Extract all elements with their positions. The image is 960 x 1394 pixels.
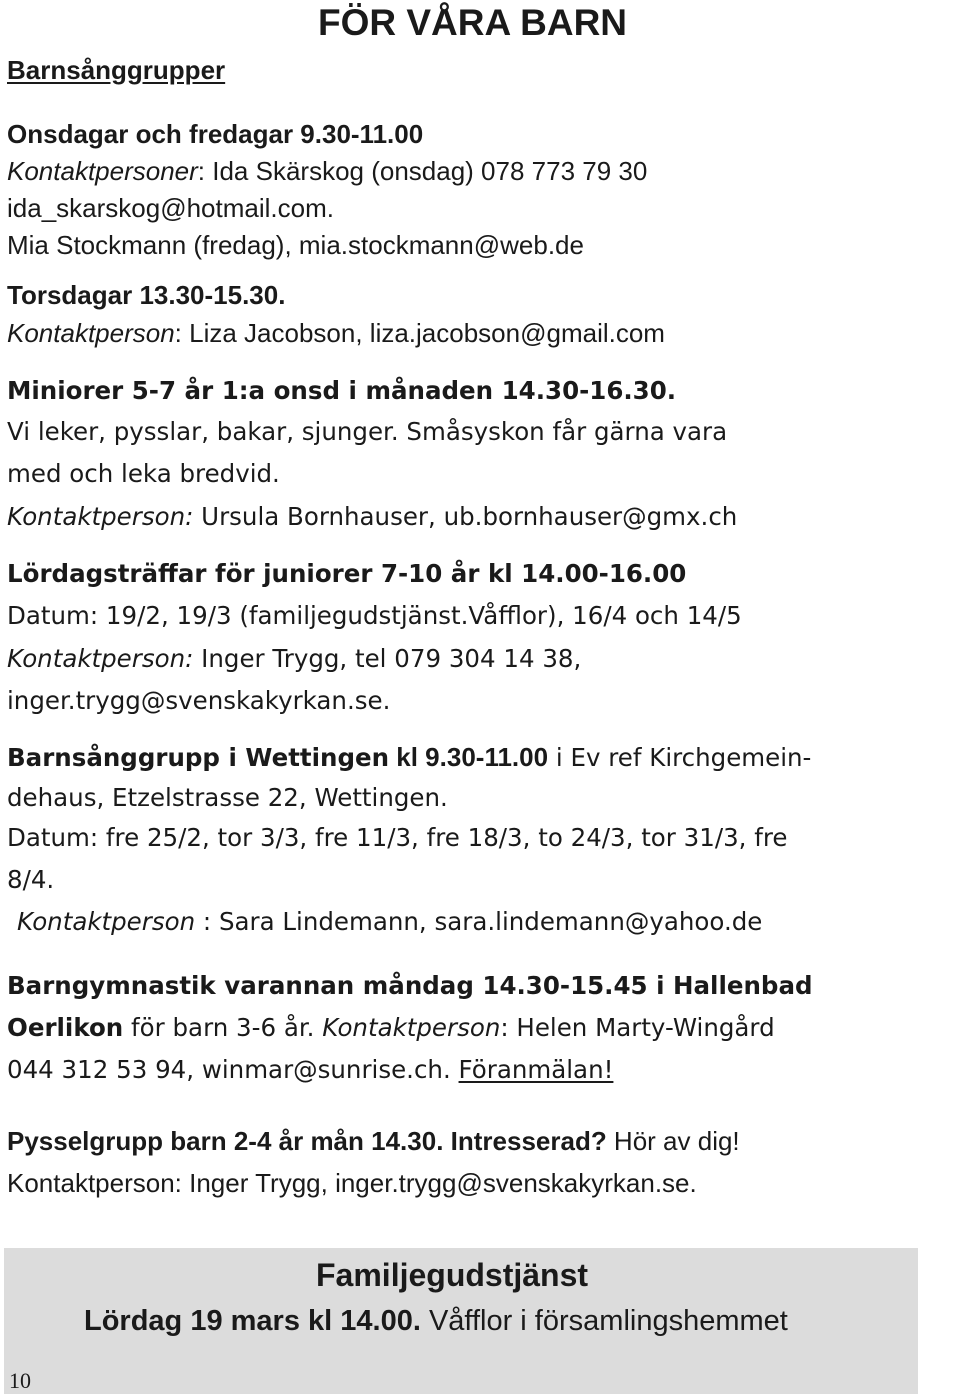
contact-text: : Sara Lindemann, sara.lindemann@yahoo.de xyxy=(195,907,763,936)
page-title: FÖR VÅRA BARN xyxy=(318,2,628,43)
lordag-contact xyxy=(7,643,581,675)
familjegudstjanst-date: Lördag 19 mars kl 14.00. xyxy=(84,1305,421,1337)
wettingen-contact xyxy=(17,906,762,938)
section-heading-barnsanggrupper: Barnsånggrupper xyxy=(7,55,226,85)
barnsang-contact-1 xyxy=(7,155,647,187)
barnsang-contact-3 xyxy=(7,317,665,349)
page-number: 10 xyxy=(9,1368,31,1393)
miniorer-desc-1: Vi leker, pysslar, bakar, sjunger. Småsyskon får gärna vara xyxy=(7,417,728,446)
wettingen-dates-1: Datum: fre 25/2, tor 3/3, fre 11/3, fre 18/3, to 24/3, tor 31/3, fre xyxy=(7,823,788,852)
familjegudstjanst-details xyxy=(84,1305,788,1338)
wettingen-place-2: dehaus, Etzelstrasse 22, Wettingen. xyxy=(7,783,448,812)
barnsang-contact-1-email: ida_skarskog@hotmail.com. xyxy=(7,193,334,223)
gymnastik-signup-note: Föranmälan! xyxy=(458,1055,614,1084)
contact-label: Kontaktperson xyxy=(7,318,175,348)
gymnastik-heading: Barngymnastik varannan måndag 14.30-15.45 i Hallenbad xyxy=(7,971,813,1000)
contact-label: Kontaktperson xyxy=(322,1013,501,1042)
pyssel-heading xyxy=(7,1125,740,1157)
contact-text: : Liza Jacobson, liza.jacobson@gmail.com xyxy=(174,318,665,348)
barnsang-heading-onsdag: Onsdagar och fredagar 9.30-11.00 xyxy=(7,119,424,149)
wettingen-place: i Ev ref Kirchgemein- xyxy=(548,743,812,772)
miniorer-contact xyxy=(7,501,737,533)
wettingen-heading xyxy=(7,741,811,774)
contact-label: Kontaktperson: xyxy=(7,644,194,673)
contact-text: Inger Trygg, tel 079 304 14 38, xyxy=(193,644,582,673)
contact-label: Kontaktpersoner xyxy=(7,156,198,186)
gymnastik-contact-details: 044 312 53 94, winmar@sunrise.ch. xyxy=(7,1055,459,1084)
miniorer-heading: Miniorer 5-7 år 1:a onsd i månaden 14.30-16.30. xyxy=(7,376,677,405)
barnsang-contact-2: Mia Stockmann (fredag), mia.stockmann@web.de xyxy=(7,230,584,260)
lordag-contact-email: inger.trygg@svenskakyrkan.se. xyxy=(7,686,391,715)
wettingen-time: kl 9.30-11.00 xyxy=(389,742,549,772)
barnsang-heading-torsdag: Torsdagar 13.30-15.30. xyxy=(7,280,286,310)
contact-text: : Ida Skärskog (onsdag) 078 773 79 30 xyxy=(197,156,648,186)
contact-text: Ursula Bornhauser, ub.bornhauser@gmx.ch xyxy=(193,502,738,531)
contact-label: Kontaktperson xyxy=(17,907,196,936)
pyssel-contact: Kontaktperson: Inger Trygg, inger.trygg@svenskakyrkan.se. xyxy=(7,1168,697,1198)
familjegudstjanst-title: Familjegudstjänst xyxy=(316,1257,589,1293)
contact-label: Kontaktperson: xyxy=(7,502,194,531)
contact-text: : Helen Marty-Wingård xyxy=(500,1013,775,1042)
pyssel-heading-rest: Hör av dig! xyxy=(606,1126,740,1156)
pyssel-heading-bold: Pysselgrupp barn 2-4 år mån 14.30. Intresserad? xyxy=(7,1126,607,1156)
lordag-dates: Datum: 19/2, 19/3 (familjegudstjänst.Våfflor), 16/4 och 14/5 xyxy=(7,601,742,630)
miniorer-desc-2: med och leka bredvid. xyxy=(7,459,280,488)
gymnastik-place-rest: för barn 3-6 år. xyxy=(123,1013,323,1042)
gymnastik-place xyxy=(7,1012,775,1044)
lordag-heading: Lördagsträffar för juniorer 7-10 år kl 14.00-16.00 xyxy=(7,559,687,588)
wettingen-dates-2: 8/4. xyxy=(7,865,55,894)
wettingen-title: Barnsånggrupp i Wettingen xyxy=(7,743,390,772)
gymnastik-phone-email xyxy=(7,1054,613,1086)
familjegudstjanst-note: Våfflor i församlingshemmet xyxy=(420,1305,788,1337)
gymnastik-place-bold: Oerlikon xyxy=(7,1013,124,1042)
